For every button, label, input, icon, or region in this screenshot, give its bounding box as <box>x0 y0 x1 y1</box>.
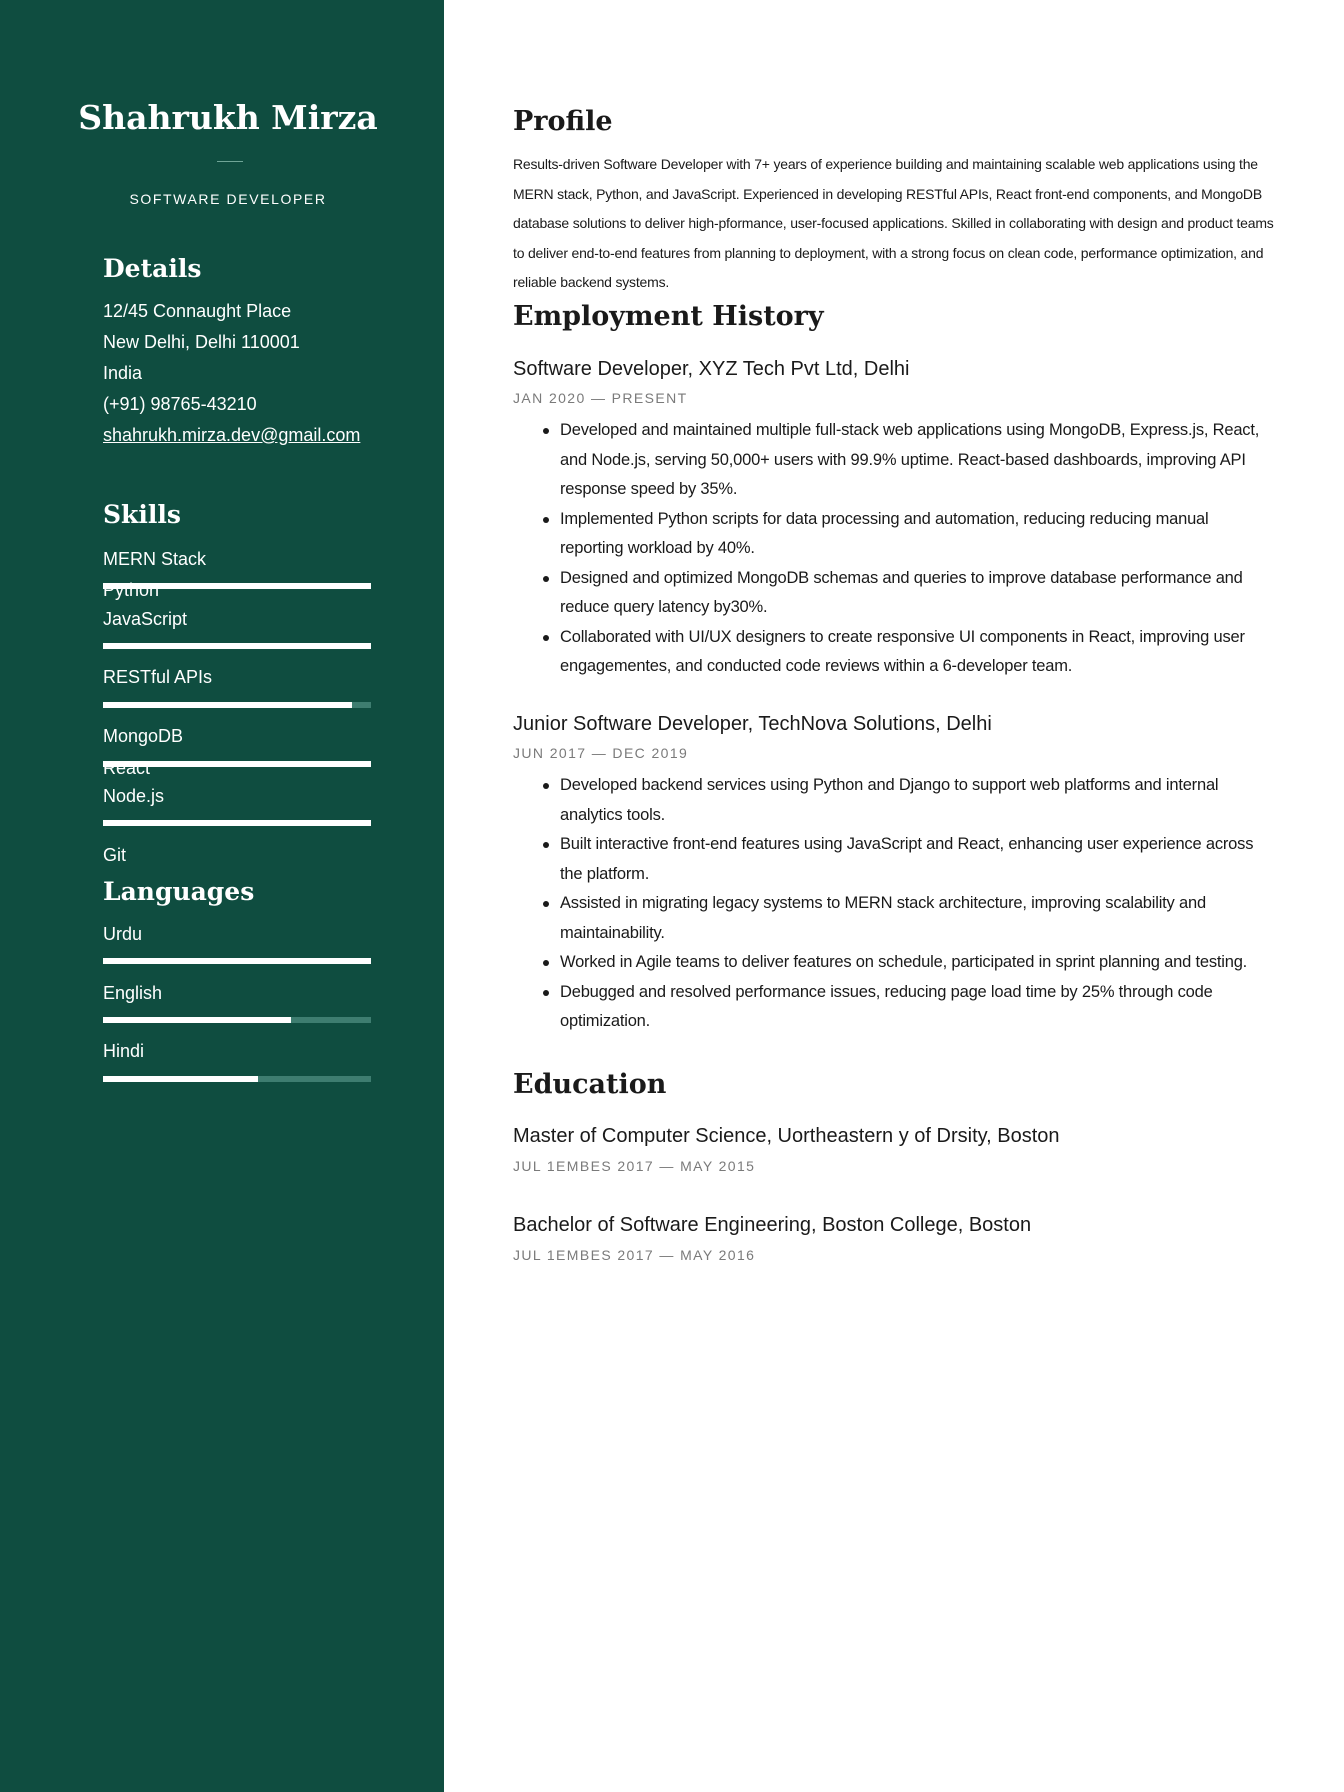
details-heading: Details <box>103 254 202 283</box>
education-degree: Bachelor of Software Engineering, Boston College, Boston <box>513 1214 1032 1236</box>
skill-label: RESTful APIs <box>103 667 213 687</box>
skill-bar <box>103 702 371 708</box>
language-bar <box>103 1076 371 1082</box>
skill-label: MongoDB <box>103 726 184 746</box>
list-item: Developed backend services using Python and Django to support web platforms and internal analytics tools. <box>513 771 1273 830</box>
language-label: Hindi <box>103 1041 145 1061</box>
job-bullets <box>513 416 1273 682</box>
address-line-2: New Delhi, Delhi 110001 <box>103 332 300 352</box>
list-item: Implemented Python scripts for data processing and automation, reducing reducing manual reporting workload by 40%. <box>513 505 1273 564</box>
list-item: Worked in Agile teams to deliver features on schedule, participated in sprint planning and testing. <box>513 948 1273 978</box>
skill-bar-fill <box>103 702 352 708</box>
job-title: Junior Software Developer, TechNova Solutions, Delhi <box>513 713 992 735</box>
list-item: Developed and maintained multiple full-stack web applications using MongoDB, Express.js, React, and Node.js, serving 50,000+ users with 99.9% uptime. React-based dashboards, improving API response speed by 35%. <box>513 416 1273 505</box>
skills-heading: Skills <box>103 500 181 529</box>
language-bar <box>103 958 371 964</box>
person-name: Shahrukh Mirza <box>78 98 378 137</box>
job-title: Software Developer, XYZ Tech Pvt Ltd, Delhi <box>513 358 910 380</box>
job-dates: JUN 2017 — DEC 2019 <box>513 745 689 761</box>
language-bar-fill <box>103 958 371 964</box>
list-item: Built interactive front-end features using JavaScript and React, enhancing user experience across the platform. <box>513 830 1273 889</box>
employment-heading: Employment History <box>513 301 824 332</box>
skill-bar-fill <box>103 643 371 649</box>
sidebar <box>0 0 444 1792</box>
phone-number: (+91) 98765-43210 <box>103 394 257 414</box>
list-item: Collaborated with UI/UX designers to create responsive UI components in React, improving user engagementes, and conducted code reviews within a 6-developer team. <box>513 623 1273 682</box>
skill-bar <box>103 643 371 649</box>
list-item: Assisted in migrating legacy systems to MERN stack architecture, improving scalability and maintainability. <box>513 889 1273 948</box>
education-dates: JUL 1EMBES 2017 — MAY 2016 <box>513 1247 756 1263</box>
education-dates: JUL 1EMBES 2017 — MAY 2015 <box>513 1158 756 1174</box>
address-country: India <box>103 363 143 383</box>
list-item: Debugged and resolved performance issues, reducing page load time by 25% through code optimization. <box>513 978 1273 1037</box>
email-link[interactable]: shahrukh.mirza.dev@gmail.com <box>103 425 361 445</box>
profile-heading: Profile <box>513 106 613 137</box>
language-bar-fill <box>103 1076 258 1082</box>
address-line-1: 12/45 Connaught Place <box>103 301 292 321</box>
education-heading: Education <box>513 1069 667 1100</box>
skill-label: Python <box>103 580 160 600</box>
language-label: Urdu <box>103 924 143 944</box>
job-title-subtitle: SOFTWARE DEVELOPER <box>129 191 327 207</box>
skill-label: React <box>103 758 151 778</box>
education-degree: Master of Computer Science, Uortheastern y of Drsity, Boston <box>513 1125 1060 1147</box>
skill-label: JavaScript <box>103 609 188 629</box>
languages-heading: Languages <box>103 877 255 906</box>
skill-bar-fill <box>103 820 371 826</box>
language-label: English <box>103 983 163 1003</box>
language-bar <box>103 1017 371 1023</box>
job-dates: JAN 2020 — PRESENT <box>513 390 688 406</box>
skill-label: MERN Stack <box>103 549 207 569</box>
skill-bar <box>103 820 371 826</box>
list-item: Designed and optimized MongoDB schemas and queries to improve database performance and reduce query latency by30%. <box>513 564 1273 623</box>
skill-label: Node.js <box>103 786 165 806</box>
name-divider <box>217 161 243 162</box>
job-bullets <box>513 771 1273 1037</box>
skill-label: Git <box>103 845 127 865</box>
language-bar-fill <box>103 1017 291 1023</box>
profile-summary: Results-driven Software Developer with 7+ years of experience building and maintaining scalable web applications using the MERN stack, Python, and JavaScript. Experienced in developing RESTful APIs, React front-end components, and MongoDB database solutions to deliver high-pformance, user-focused applications. Skilled in collaborating with design and product teams to deliver end-to-end features from planning to deployment, with a strong focus on clean code, performance optimization, and reliable backend systems. <box>513 156 1274 290</box>
